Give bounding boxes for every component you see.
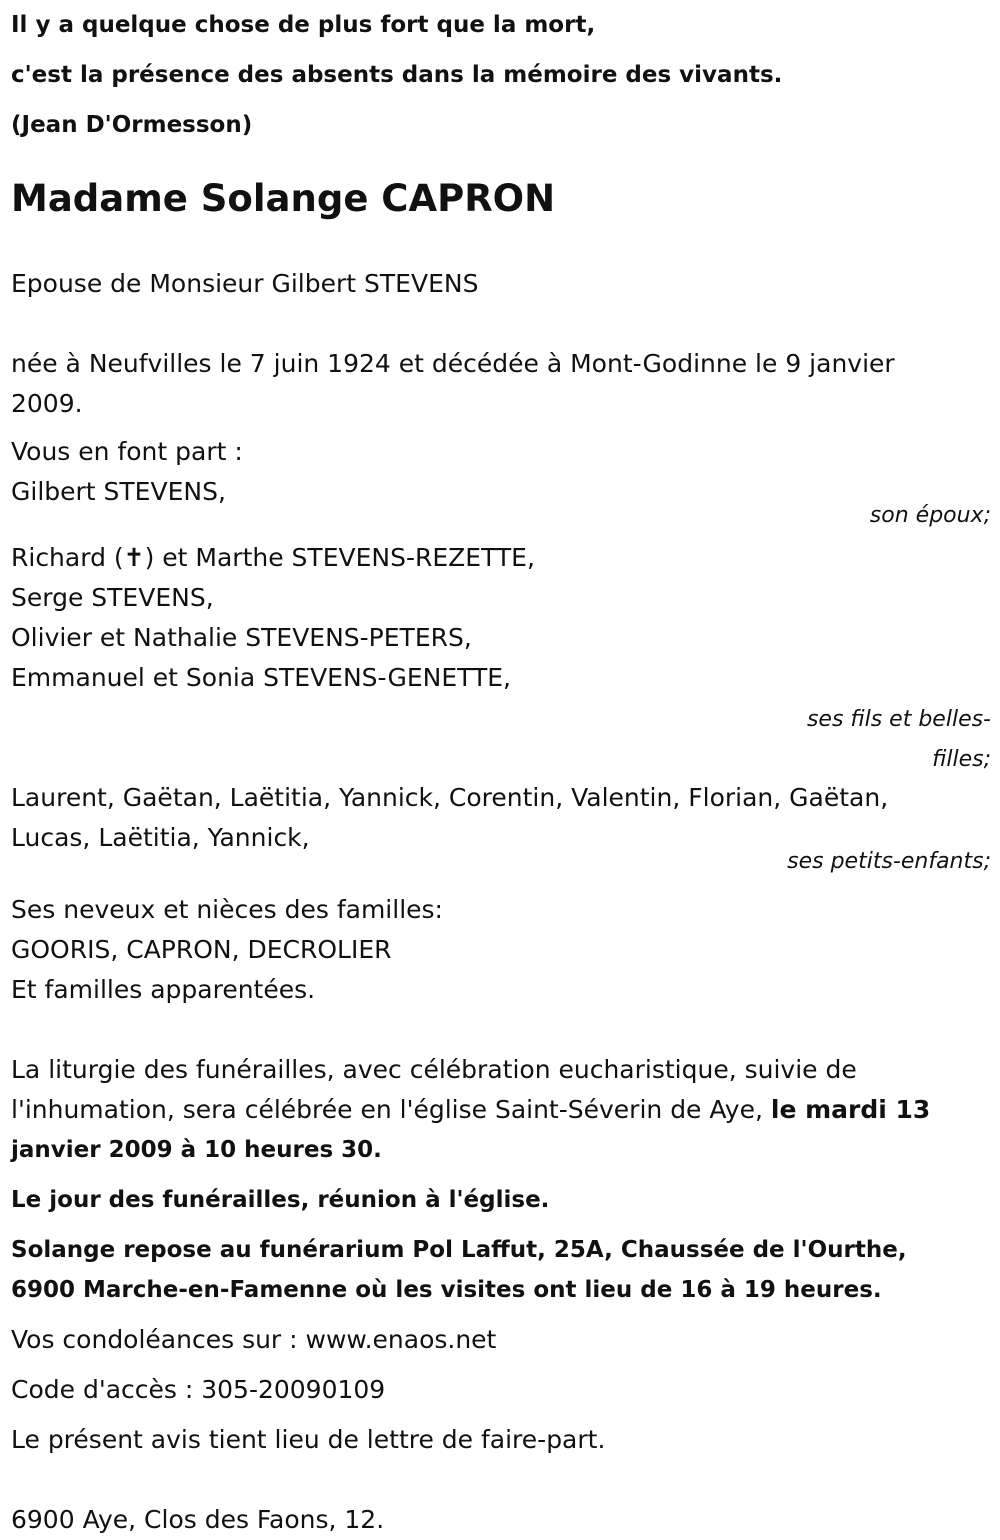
access-code: Code d'accès : 305-20090109 (11, 1375, 386, 1404)
notice-line: Le présent avis tient lieu de lettre de faire-part. (11, 1425, 606, 1454)
ceremony-date-start: le mardi 13 (770, 1095, 931, 1124)
child-entry: Richard (✝) et Marthe STEVENS-REZETTE, (11, 543, 535, 572)
meeting-note: Le jour des funérailles, réunion à l'église. (11, 1187, 550, 1213)
children-list (11, 538, 991, 698)
ceremony-line-2 (11, 1090, 991, 1130)
children-role-line-1: ses fils et belles- (806, 707, 991, 732)
grandchildren-line-2: Lucas, Laëtitia, Yannick, (11, 823, 310, 852)
spouse-role: son époux; (869, 503, 991, 528)
epigraph-author: (Jean D'Ormesson) (11, 112, 253, 138)
birth-death-dates (11, 344, 991, 424)
child-entry: Emmanuel et Sonia STEVENS-GENETTE, (11, 663, 511, 692)
epigraph-line-2: c'est la présence des absents dans la mémoire des vivants. (11, 62, 783, 88)
deceased-name: Madame Solange CAPRON (11, 177, 556, 220)
nephews-families: GOORIS, CAPRON, DECROLIER (11, 935, 392, 964)
ceremony-section (11, 1050, 991, 1310)
child-entry: Serge STEVENS, (11, 583, 214, 612)
family-section (11, 432, 991, 1010)
child-entry: Olivier et Nathalie STEVENS-PETERS, (11, 623, 472, 652)
family-intro: Vous en font part : (11, 437, 243, 466)
dates-line-2: 2009. (11, 389, 83, 418)
related-families: Et familles apparentées. (11, 975, 316, 1004)
ceremony-date-time: janvier 2009 à 10 heures 30. (11, 1137, 382, 1163)
family-spouse: Gilbert STEVENS, (11, 477, 226, 506)
children-role-line-2: filles; (932, 747, 991, 772)
obituary-notice (11, 0, 991, 1540)
dates-line-1: née à Neufvilles le 7 juin 1924 et décédée à Mont-Godinne le 9 janvier (11, 349, 895, 378)
ceremony-line-1: La liturgie des funérailles, avec célébration eucharistique, suivie de (11, 1055, 857, 1084)
footer-section (11, 1320, 991, 1540)
spouse-line: Epouse de Monsieur Gilbert STEVENS (11, 269, 479, 298)
funeral-home-line-2: 6900 Marche-en-Famenne où les visites ont lieu de 16 à 19 heures. (11, 1277, 882, 1303)
epigraph-line-1: Il y a quelque chose de plus fort que la mort, (11, 12, 596, 38)
address-line: 6900 Aye, Clos des Faons, 12. (11, 1505, 385, 1534)
funeral-home-line-1: Solange repose au funérarium Pol Laffut, 25A, Chaussée de l'Ourthe, (11, 1237, 907, 1263)
condolences-line: Vos condoléances sur : www.enaos.net (11, 1325, 497, 1354)
epigraph (11, 10, 991, 140)
ceremony-line-2-text: l'inhumation, sera célébrée en l'église Saint-Séverin de Aye, (11, 1095, 771, 1124)
grandchildren-role: ses petits-enfants; (787, 849, 991, 874)
grandchildren-line-1: Laurent, Gaëtan, Laëtitia, Yannick, Corentin, Valentin, Florian, Gaëtan, (11, 783, 889, 812)
nephews-intro: Ses neveux et nièces des familles: (11, 895, 443, 924)
